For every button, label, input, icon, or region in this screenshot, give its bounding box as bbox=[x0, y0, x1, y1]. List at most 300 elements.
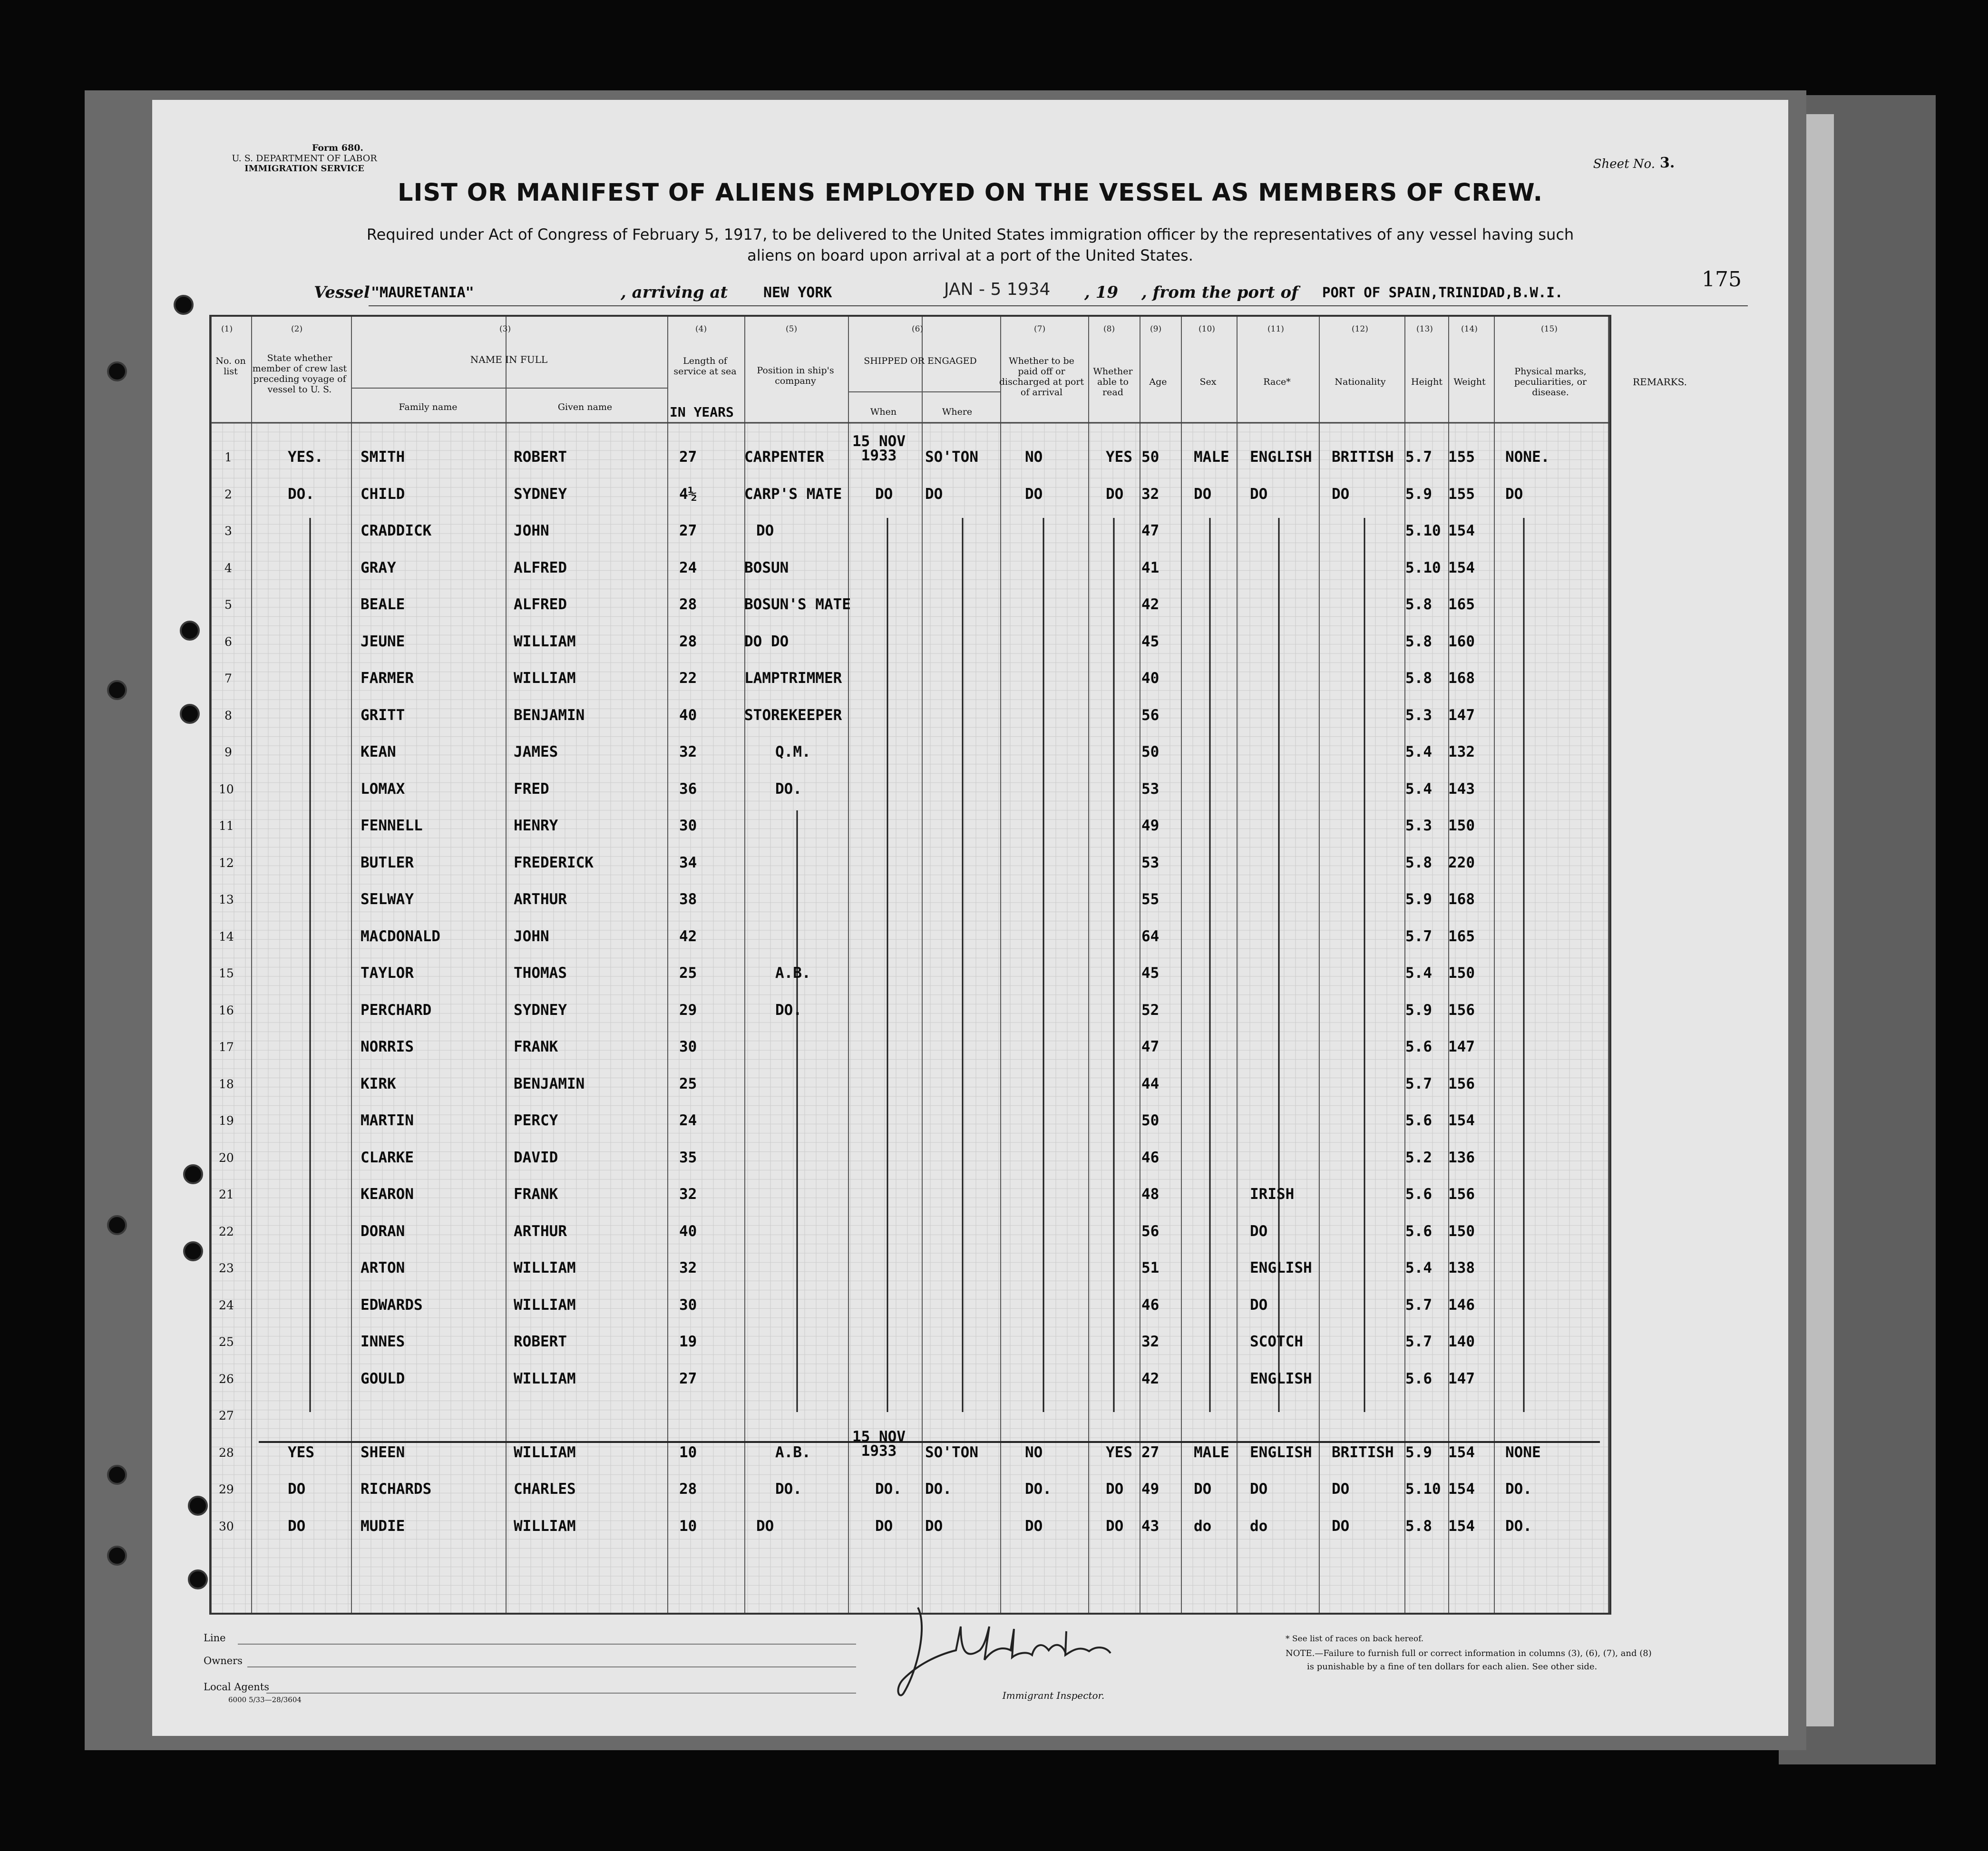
weight-cell: 155 bbox=[1448, 448, 1475, 466]
column-number: (7) bbox=[1034, 324, 1046, 334]
col-paid-header: Whether to be paid off or discharged at port of arrival bbox=[999, 356, 1084, 398]
col-name-header: NAME IN FULL bbox=[470, 354, 548, 365]
races-note: * See list of races on back hereof. bbox=[1286, 1634, 1424, 1644]
race-cell: ENGLISH bbox=[1250, 1370, 1312, 1387]
sheet-number: 3. bbox=[1660, 155, 1675, 171]
race-cell: DO bbox=[1250, 485, 1268, 503]
service-years-cell: 35 bbox=[679, 1149, 697, 1166]
departure-port: PORT OF SPAIN,TRINIDAD,B.W.I. bbox=[1322, 284, 1563, 301]
row-number: 17 bbox=[219, 1040, 234, 1054]
row-number: 5 bbox=[224, 598, 232, 612]
crew-table bbox=[209, 315, 1611, 1615]
row-number: 6 bbox=[224, 634, 232, 649]
weight-cell: 154 bbox=[1448, 559, 1475, 576]
column-number: (10) bbox=[1199, 324, 1215, 334]
weight-cell: 132 bbox=[1448, 743, 1475, 760]
column-number: (9) bbox=[1150, 324, 1162, 334]
weight-cell: 165 bbox=[1448, 596, 1475, 613]
row-number: 28 bbox=[219, 1445, 234, 1460]
weight-cell: 154 bbox=[1448, 1112, 1475, 1129]
inspector-signature bbox=[889, 1598, 1137, 1703]
age-cell: 53 bbox=[1141, 780, 1160, 798]
row-number: 29 bbox=[219, 1482, 234, 1496]
service-years-cell: 40 bbox=[679, 1222, 697, 1240]
column-number: (2) bbox=[291, 324, 303, 334]
col-shipped-header: SHIPPED OR ENGAGED bbox=[864, 356, 977, 366]
fine-note-2: is punishable by a fine of ten dollars for each alien. See other side. bbox=[1307, 1662, 1598, 1672]
vessel-line-underline bbox=[369, 305, 1748, 306]
row-number: 21 bbox=[219, 1188, 234, 1201]
weight-cell: 150 bbox=[1448, 817, 1475, 834]
given-name-cell: WILLIAM bbox=[514, 633, 576, 650]
binding-hole bbox=[183, 1164, 203, 1184]
age-cell: 47 bbox=[1141, 522, 1160, 539]
height-cell: 5.8 bbox=[1405, 670, 1432, 687]
height-cell: 5.6 bbox=[1405, 1038, 1432, 1055]
member-cell: DO bbox=[288, 1481, 306, 1498]
fine-note-1: NOTE.—Failure to furnish full or correct information in columns (3), (6), (7), and (8) bbox=[1286, 1648, 1652, 1658]
given-name-cell: WILLIAM bbox=[514, 1443, 576, 1461]
service-years-cell: 30 bbox=[679, 1296, 697, 1314]
column-number: (11) bbox=[1267, 324, 1284, 334]
service-years-cell: 10 bbox=[679, 1517, 697, 1535]
given-name-cell: BENJAMIN bbox=[514, 1075, 585, 1092]
shipped-when-cell: 15 NOV 1933 bbox=[852, 433, 906, 464]
age-cell: 51 bbox=[1141, 1259, 1160, 1276]
service-years-cell: 24 bbox=[679, 559, 697, 576]
given-name-cell: WILLIAM bbox=[514, 1259, 576, 1276]
given-name-cell: HENRY bbox=[514, 817, 558, 834]
binding-hole bbox=[183, 1241, 203, 1261]
able-to-read-cell: YES bbox=[1106, 448, 1132, 466]
row-number: 15 bbox=[219, 966, 234, 980]
height-cell: 5.6 bbox=[1405, 1112, 1432, 1129]
family-name-cell: GRITT bbox=[361, 706, 405, 724]
age-cell: 32 bbox=[1141, 1333, 1160, 1350]
paid-off-cell: DO bbox=[1025, 485, 1043, 503]
family-name-cell: GOULD bbox=[361, 1370, 405, 1387]
physical-marks-cell: DO bbox=[1505, 485, 1523, 503]
given-name-cell: ARTHUR bbox=[514, 1222, 567, 1240]
weight-cell: 140 bbox=[1448, 1333, 1475, 1350]
service-years-cell: 28 bbox=[679, 633, 697, 650]
col-nationality-header: Nationality bbox=[1335, 377, 1386, 387]
row-number: 12 bbox=[219, 856, 234, 870]
row-number: 11 bbox=[219, 819, 234, 833]
age-cell: 46 bbox=[1141, 1149, 1160, 1166]
given-name-cell: FRED bbox=[514, 780, 549, 798]
binding-hole bbox=[107, 1465, 127, 1485]
family-name-cell: INNES bbox=[361, 1333, 405, 1350]
vessel-label: Vessel bbox=[314, 283, 370, 302]
position-cell: DO. bbox=[775, 780, 802, 798]
weight-cell: 136 bbox=[1448, 1149, 1475, 1166]
weight-cell: 155 bbox=[1448, 485, 1475, 503]
family-name-cell: CLARKE bbox=[361, 1149, 414, 1166]
column-number: (3) bbox=[499, 324, 511, 334]
service: IMMIGRATION SERVICE bbox=[244, 164, 364, 174]
service-years-cell: 25 bbox=[679, 964, 697, 982]
member-cell: YES. bbox=[288, 448, 323, 466]
sex-cell: do bbox=[1194, 1517, 1212, 1535]
service-years-cell: 27 bbox=[679, 448, 697, 466]
column-number: (5) bbox=[786, 324, 798, 334]
age-cell: 53 bbox=[1141, 854, 1160, 871]
family-name-cell: PERCHARD bbox=[361, 1001, 432, 1019]
given-name-cell: ROBERT bbox=[514, 1333, 567, 1350]
family-name-cell: FARMER bbox=[361, 670, 414, 687]
height-cell: 5.8 bbox=[1405, 633, 1432, 650]
shipped-where-cell: SO'TON bbox=[925, 1443, 978, 1461]
physical-marks-cell: DO. bbox=[1505, 1481, 1532, 1498]
paid-off-cell: NO bbox=[1025, 1443, 1043, 1461]
physical-marks-cell: DO. bbox=[1505, 1517, 1532, 1535]
age-cell: 47 bbox=[1141, 1038, 1160, 1055]
given-name-cell: ARTHUR bbox=[514, 891, 567, 908]
weight-cell: 154 bbox=[1448, 1517, 1475, 1535]
binding-hole bbox=[107, 1215, 127, 1235]
footer-owners-label: Owners bbox=[204, 1655, 243, 1666]
height-cell: 5.6 bbox=[1405, 1370, 1432, 1387]
service-years-cell: 4½ bbox=[679, 485, 697, 503]
row-number: 9 bbox=[224, 745, 232, 759]
age-cell: 40 bbox=[1141, 670, 1160, 687]
position-cell: CARP'S MATE bbox=[744, 485, 842, 503]
physical-marks-cell: NONE. bbox=[1505, 448, 1550, 466]
col-member-header: State whether member of crew last preceding voyage of vessel to U. S. bbox=[252, 353, 347, 395]
age-cell: 41 bbox=[1141, 559, 1160, 576]
col-position-header: Position in ship's company bbox=[757, 365, 834, 386]
height-cell: 5.3 bbox=[1405, 706, 1432, 724]
position-cell: A.B. bbox=[775, 1443, 811, 1461]
row-number: 20 bbox=[219, 1150, 234, 1165]
binding-hole bbox=[174, 295, 194, 315]
given-name-cell: JAMES bbox=[514, 743, 558, 760]
given-name-cell: ALFRED bbox=[514, 596, 567, 613]
given-name-cell: JOHN bbox=[514, 927, 549, 945]
family-name-cell: SHEEN bbox=[361, 1443, 405, 1461]
age-cell: 56 bbox=[1141, 706, 1160, 724]
height-cell: 5.7 bbox=[1405, 1333, 1432, 1350]
row-number: 10 bbox=[219, 782, 234, 796]
given-name-cell: JOHN bbox=[514, 522, 549, 539]
family-name-cell: NORRIS bbox=[361, 1038, 414, 1055]
age-cell: 45 bbox=[1141, 633, 1160, 650]
race-cell: ENGLISH bbox=[1250, 1443, 1312, 1461]
row-number: 14 bbox=[219, 929, 234, 944]
row-number: 1 bbox=[224, 450, 232, 464]
row-number: 24 bbox=[219, 1298, 234, 1312]
position-cell: BOSUN'S MATE bbox=[744, 596, 851, 613]
shipped-when-cell: 15 NOV 1933 bbox=[852, 1428, 906, 1460]
family-name-cell: MACDONALD bbox=[361, 927, 440, 945]
age-cell: 50 bbox=[1141, 743, 1160, 760]
binding-hole bbox=[107, 1546, 127, 1566]
race-cell: DO bbox=[1250, 1296, 1268, 1314]
family-name-cell: SMITH bbox=[361, 448, 405, 466]
weight-cell: 143 bbox=[1448, 780, 1475, 798]
height-cell: 5.8 bbox=[1405, 1517, 1432, 1535]
weight-cell: 168 bbox=[1448, 670, 1475, 687]
race-cell: do bbox=[1250, 1517, 1268, 1535]
service-years-cell: 22 bbox=[679, 670, 697, 687]
weight-cell: 165 bbox=[1448, 927, 1475, 945]
shipped-where-cell: DO bbox=[925, 1517, 943, 1535]
family-name-cell: MUDIE bbox=[361, 1517, 405, 1535]
given-name-cell: BENJAMIN bbox=[514, 706, 585, 724]
year-label: , 19 bbox=[1084, 283, 1118, 302]
row-number: 4 bbox=[224, 561, 232, 575]
weight-cell: 168 bbox=[1448, 891, 1475, 908]
race-cell: DO bbox=[1250, 1481, 1268, 1498]
footer-line-rule bbox=[238, 1644, 856, 1645]
age-cell: 32 bbox=[1141, 485, 1160, 503]
position-cell: DO bbox=[756, 522, 774, 539]
nationality-cell: DO bbox=[1332, 1481, 1350, 1498]
row-number: 18 bbox=[219, 1077, 234, 1091]
family-name-cell: KEARON bbox=[361, 1186, 414, 1203]
family-name-cell: FENNELL bbox=[361, 817, 423, 834]
col-no-header: No. on list bbox=[215, 356, 246, 377]
service-years-cell: 32 bbox=[679, 743, 697, 760]
age-cell: 43 bbox=[1141, 1517, 1160, 1535]
member-cell: YES bbox=[288, 1443, 314, 1461]
service-years-cell: 27 bbox=[679, 522, 697, 539]
height-cell: 5.8 bbox=[1405, 854, 1432, 871]
position-cell: DO. bbox=[775, 1481, 802, 1498]
given-name-cell: WILLIAM bbox=[514, 670, 576, 687]
height-cell: 5.10 bbox=[1405, 559, 1441, 576]
sex-cell: DO bbox=[1194, 1481, 1212, 1498]
family-name-cell: EDWARDS bbox=[361, 1296, 423, 1314]
weight-cell: 147 bbox=[1448, 1038, 1475, 1055]
form-number: Form 680. bbox=[312, 143, 364, 153]
height-cell: 5.4 bbox=[1405, 743, 1432, 760]
row-number: 2 bbox=[224, 487, 232, 501]
height-cell: 5.7 bbox=[1405, 1296, 1432, 1314]
given-name-cell: FRANK bbox=[514, 1186, 558, 1203]
service-years-cell: 29 bbox=[679, 1001, 697, 1019]
col-age-header: Age bbox=[1149, 377, 1167, 387]
family-name-cell: TAYLOR bbox=[361, 964, 414, 982]
service-years-cell: 38 bbox=[679, 891, 697, 908]
service-years-cell: 19 bbox=[679, 1333, 697, 1350]
able-to-read-cell: DO bbox=[1106, 1481, 1124, 1498]
service-years-cell: 42 bbox=[679, 927, 697, 945]
family-name-cell: GRAY bbox=[361, 559, 396, 576]
form-subtitle-1: Required under Act of Congress of February 5, 1917, to be delivered to the United States immigration officer by the representatives of any vessel having such bbox=[366, 225, 1574, 244]
inspector-title: Immigrant Inspector. bbox=[1002, 1690, 1105, 1701]
member-cell: DO bbox=[288, 1517, 306, 1535]
position-cell: DO bbox=[756, 1517, 774, 1535]
row-number: 22 bbox=[219, 1224, 234, 1238]
service-years-cell: 32 bbox=[679, 1186, 697, 1203]
weight-cell: 147 bbox=[1448, 706, 1475, 724]
race-cell: IRISH bbox=[1250, 1186, 1295, 1203]
binding-hole bbox=[107, 361, 127, 381]
height-cell: 5.7 bbox=[1405, 448, 1432, 466]
height-cell: 5.7 bbox=[1405, 1075, 1432, 1092]
row-number: 30 bbox=[219, 1519, 234, 1533]
position-cell: A.B. bbox=[775, 964, 811, 982]
given-name-cell: WILLIAM bbox=[514, 1517, 576, 1535]
age-cell: 56 bbox=[1141, 1222, 1160, 1240]
sex-cell: MALE bbox=[1194, 448, 1229, 466]
position-cell: DO. bbox=[775, 1001, 802, 1019]
age-cell: 48 bbox=[1141, 1186, 1160, 1203]
family-name-cell: CHILD bbox=[361, 485, 405, 503]
weight-cell: 220 bbox=[1448, 854, 1475, 871]
age-cell: 45 bbox=[1141, 964, 1160, 982]
age-cell: 52 bbox=[1141, 1001, 1160, 1019]
col-read-header: Whether able to read bbox=[1093, 366, 1133, 398]
col-race-header: Race* bbox=[1263, 377, 1291, 387]
column-number: (4) bbox=[695, 324, 707, 334]
family-name-cell: ARTON bbox=[361, 1259, 405, 1276]
shipped-when-cell: DO bbox=[875, 1517, 893, 1535]
weight-cell: 156 bbox=[1448, 1075, 1475, 1092]
weight-cell: 138 bbox=[1448, 1259, 1475, 1276]
column-number: (15) bbox=[1541, 324, 1558, 334]
weight-cell: 146 bbox=[1448, 1296, 1475, 1314]
arriving-port: NEW YORK bbox=[763, 284, 832, 301]
nationality-cell: DO bbox=[1332, 485, 1350, 503]
given-name-cell: SYDNEY bbox=[514, 1001, 567, 1019]
col-remarks-header: REMARKS. bbox=[1633, 376, 1687, 388]
service-years-cell: 40 bbox=[679, 706, 697, 724]
height-cell: 5.4 bbox=[1405, 780, 1432, 798]
given-name-cell: WILLIAM bbox=[514, 1296, 576, 1314]
column-number: (8) bbox=[1103, 324, 1115, 334]
row-number: 13 bbox=[219, 893, 234, 906]
age-cell: 49 bbox=[1141, 817, 1160, 834]
weight-cell: 156 bbox=[1448, 1186, 1475, 1203]
height-cell: 5.9 bbox=[1405, 1001, 1432, 1019]
col-given-header: Given name bbox=[557, 402, 613, 412]
row-number: 26 bbox=[219, 1372, 234, 1386]
form-subtitle-2: aliens on board upon arrival at a port of the United States. bbox=[747, 246, 1193, 264]
age-cell: 42 bbox=[1141, 596, 1160, 613]
service-years-cell: 34 bbox=[679, 854, 697, 871]
service-years-cell: 28 bbox=[679, 596, 697, 613]
race-cell: ENGLISH bbox=[1250, 448, 1312, 466]
col-height-header: Height bbox=[1411, 377, 1442, 387]
height-cell: 5.4 bbox=[1405, 964, 1432, 982]
service-years-cell: 30 bbox=[679, 1038, 697, 1055]
given-name-cell: DAVID bbox=[514, 1149, 558, 1166]
binding-hole bbox=[180, 621, 200, 641]
row-number: 23 bbox=[219, 1261, 234, 1275]
col-when-header: When bbox=[870, 407, 897, 417]
position-cell: DO DO bbox=[744, 633, 789, 650]
paid-off-cell: NO bbox=[1025, 448, 1043, 466]
position-cell: STOREKEEPER bbox=[744, 706, 842, 724]
height-cell: 5.7 bbox=[1405, 927, 1432, 945]
age-cell: 64 bbox=[1141, 927, 1160, 945]
given-name-cell: CHARLES bbox=[514, 1481, 576, 1498]
shipped-when-cell: DO bbox=[875, 485, 893, 503]
service-years-cell: 25 bbox=[679, 1075, 697, 1092]
row-number: 16 bbox=[219, 1003, 234, 1017]
height-cell: 5.10 bbox=[1405, 1481, 1441, 1498]
paid-off-cell: DO. bbox=[1025, 1481, 1052, 1498]
service-years-cell: 10 bbox=[679, 1443, 697, 1461]
family-name-cell: BUTLER bbox=[361, 854, 414, 871]
column-number: (14) bbox=[1461, 324, 1478, 334]
shipped-where-cell: SO'TON bbox=[925, 448, 978, 466]
weight-cell: 156 bbox=[1448, 1001, 1475, 1019]
able-to-read-cell: DO bbox=[1106, 485, 1124, 503]
age-cell: 27 bbox=[1141, 1443, 1160, 1461]
print-code: 6000 5/33—28/3604 bbox=[228, 1695, 302, 1704]
height-cell: 5.10 bbox=[1405, 522, 1441, 539]
height-cell: 5.3 bbox=[1405, 817, 1432, 834]
col-service-years: IN YEARS bbox=[670, 404, 734, 420]
sex-cell: MALE bbox=[1194, 1443, 1229, 1461]
family-name-cell: RICHARDS bbox=[361, 1481, 432, 1498]
row-number: 25 bbox=[219, 1335, 234, 1349]
footer-agents-rule bbox=[266, 1693, 856, 1694]
column-number: (1) bbox=[221, 324, 233, 334]
weight-cell: 154 bbox=[1448, 1481, 1475, 1498]
column-number: (6) bbox=[912, 324, 924, 334]
weight-cell: 150 bbox=[1448, 1222, 1475, 1240]
shipped-when-cell: DO. bbox=[875, 1481, 902, 1498]
nationality-cell: BRITISH bbox=[1332, 1443, 1394, 1461]
service-years-cell: 36 bbox=[679, 780, 697, 798]
vessel-name: "MAURETANIA" bbox=[371, 284, 474, 301]
row-number: 27 bbox=[219, 1409, 234, 1422]
race-cell: DO bbox=[1250, 1222, 1268, 1240]
weight-cell: 147 bbox=[1448, 1370, 1475, 1387]
member-cell: DO. bbox=[288, 485, 314, 503]
height-cell: 5.8 bbox=[1405, 596, 1432, 613]
paid-off-cell: DO bbox=[1025, 1517, 1043, 1535]
physical-marks-cell: NONE bbox=[1505, 1443, 1541, 1461]
nationality-cell: BRITISH bbox=[1332, 448, 1394, 466]
service-years-cell: 30 bbox=[679, 817, 697, 834]
family-name-cell: KIRK bbox=[361, 1075, 396, 1092]
given-name-cell: THOMAS bbox=[514, 964, 567, 982]
height-cell: 5.9 bbox=[1405, 485, 1432, 503]
position-cell: CARPENTER bbox=[744, 448, 824, 466]
height-cell: 5.6 bbox=[1405, 1222, 1432, 1240]
binding-hole bbox=[188, 1496, 208, 1516]
height-cell: 5.6 bbox=[1405, 1186, 1432, 1203]
height-cell: 5.9 bbox=[1405, 891, 1432, 908]
table-rules bbox=[211, 317, 1609, 1613]
position-cell: Q.M. bbox=[775, 743, 811, 760]
given-name-cell: ALFRED bbox=[514, 559, 567, 576]
row-number: 7 bbox=[224, 672, 232, 685]
form-title: LIST OR MANIFEST OF ALIENS EMPLOYED ON THE VESSEL AS MEMBERS OF CREW. bbox=[397, 179, 1543, 207]
weight-cell: 150 bbox=[1448, 964, 1475, 982]
given-name-cell: WILLIAM bbox=[514, 1370, 576, 1387]
row-number: 3 bbox=[224, 524, 232, 538]
footer-owners-rule bbox=[247, 1666, 856, 1667]
family-name-cell: MARTIN bbox=[361, 1112, 414, 1129]
weight-cell: 154 bbox=[1448, 522, 1475, 539]
col-family-header: Family name bbox=[399, 402, 458, 412]
given-name-cell: SYDNEY bbox=[514, 485, 567, 503]
binding-hole bbox=[188, 1569, 208, 1589]
given-name-cell: PERCY bbox=[514, 1112, 558, 1129]
col-sex-header: Sex bbox=[1199, 377, 1217, 387]
shipped-where-cell: DO. bbox=[925, 1481, 952, 1498]
column-number: (12) bbox=[1352, 324, 1368, 334]
family-name-cell: KEAN bbox=[361, 743, 396, 760]
row-number: 8 bbox=[224, 708, 232, 722]
